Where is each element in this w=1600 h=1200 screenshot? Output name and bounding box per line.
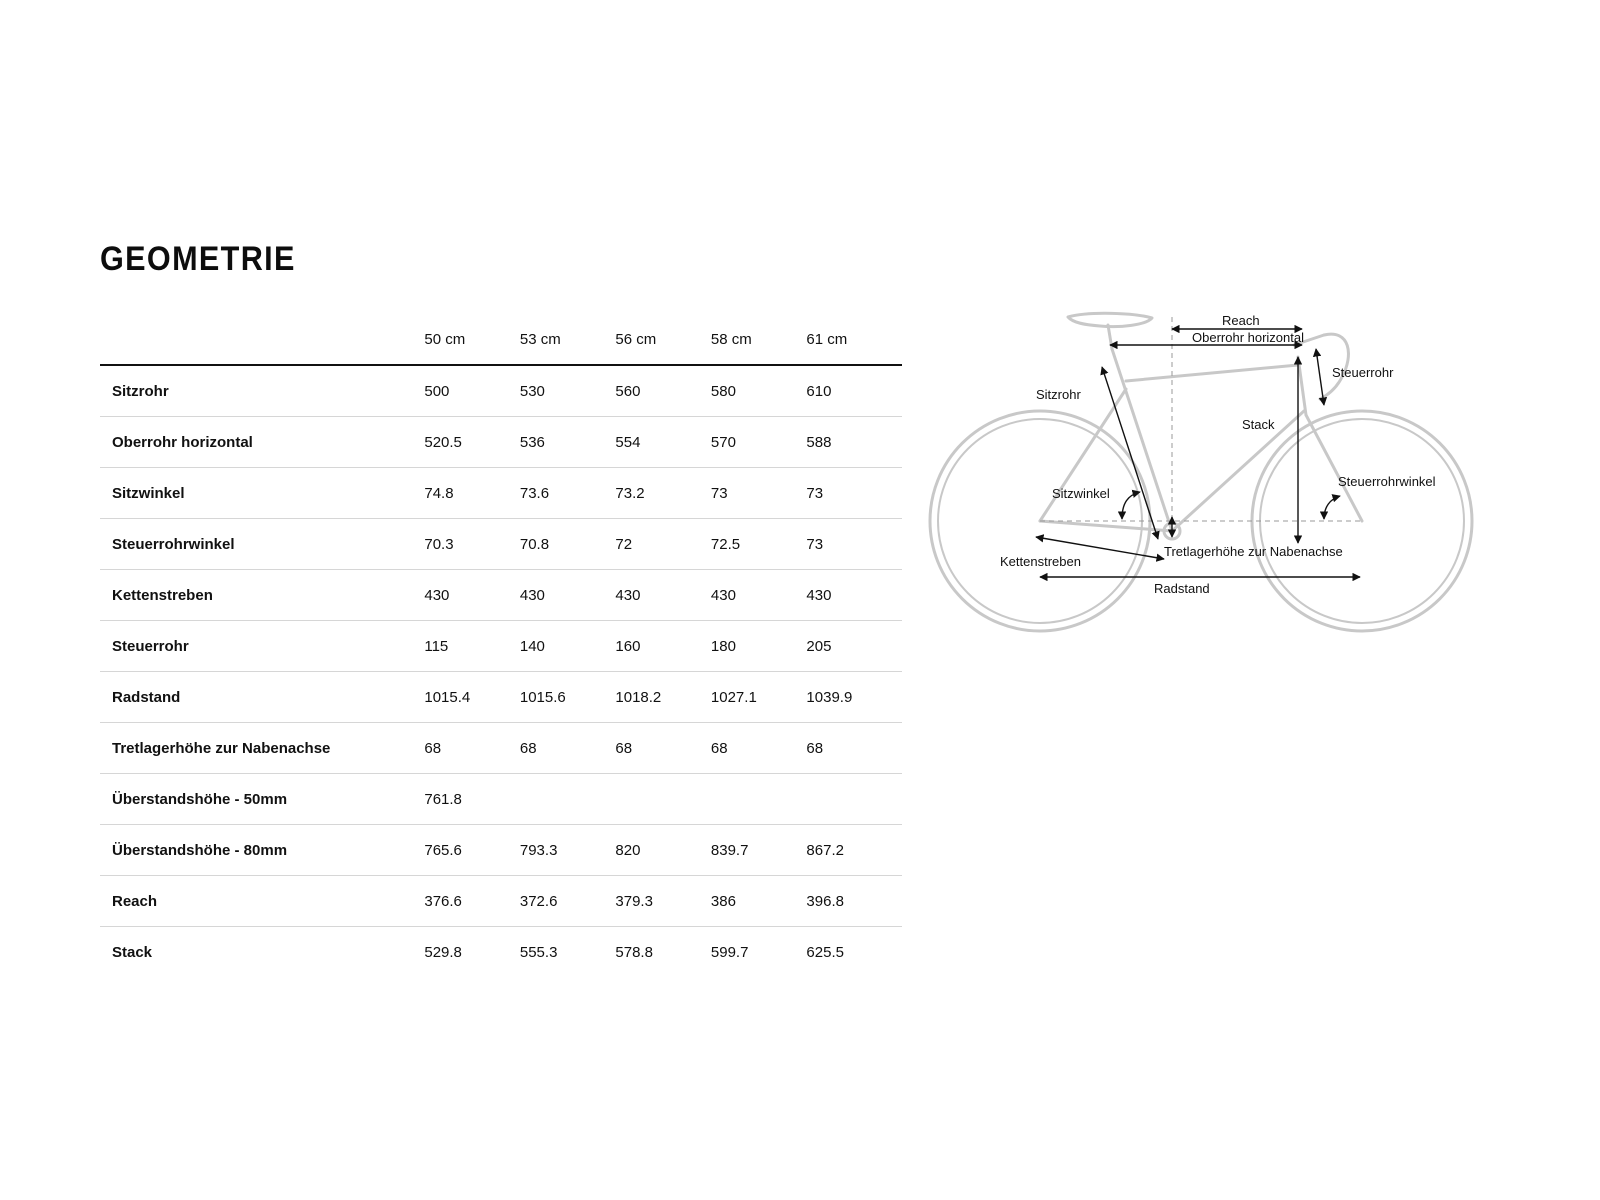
table-cell — [806, 774, 902, 825]
row-label: Kettenstreben — [100, 570, 424, 621]
table-row — [100, 621, 902, 672]
table-cell: 1027.1 — [711, 672, 807, 723]
table-cell: 72.5 — [711, 519, 807, 570]
table-cell — [520, 774, 616, 825]
table-cell: 73.6 — [520, 468, 616, 519]
table-cell: 430 — [615, 570, 711, 621]
row-label: Steuerrohrwinkel — [100, 519, 424, 570]
table-cell: 70.3 — [424, 519, 520, 570]
table-cell: 115 — [424, 621, 520, 672]
table-cell: 530 — [520, 365, 616, 417]
table-cell: 430 — [520, 570, 616, 621]
table-row — [100, 570, 902, 621]
table-cell: 820 — [615, 825, 711, 876]
table-cell: 1015.4 — [424, 672, 520, 723]
table-cell: 554 — [615, 417, 711, 468]
row-label: Oberrohr horizontal — [100, 417, 424, 468]
label-reach: Reach — [1222, 313, 1260, 328]
table-cell: 599.7 — [710, 943, 749, 961]
table-row — [100, 876, 902, 927]
table-cell: 560 — [615, 365, 711, 417]
table-row — [100, 723, 902, 774]
table-cell: 180 — [711, 621, 807, 672]
label-sitzrohr: Sitzrohr — [1036, 387, 1081, 402]
table-cell: 588 — [806, 417, 902, 468]
table-cell: 68 — [424, 723, 520, 774]
table-cell: 570 — [711, 417, 807, 468]
table-row — [100, 672, 902, 723]
table-row — [100, 468, 902, 519]
table-cell: 379.3 — [615, 876, 711, 927]
steuerrohr-arrow — [1316, 349, 1324, 405]
table-cell: 73 — [806, 468, 902, 519]
size-header: 53 cm — [520, 314, 616, 365]
row-label: Steuerrohr — [100, 621, 424, 672]
table-cell: 68 — [615, 723, 711, 774]
row-label: Radstand — [100, 672, 424, 723]
table-cell: 610 — [806, 365, 902, 417]
table-cell: 625.5 — [806, 943, 844, 961]
table-cell: 140 — [520, 621, 616, 672]
table-cell: 72 — [615, 519, 711, 570]
label-radstand: Radstand — [1154, 581, 1210, 596]
table-row — [100, 519, 902, 570]
seat-stay — [1040, 389, 1126, 521]
table-cell: 1015.6 — [520, 672, 616, 723]
table-row — [100, 365, 902, 417]
head-tube — [1298, 357, 1306, 415]
table-cell: 70.8 — [520, 519, 616, 570]
table-cell: 205 — [806, 621, 902, 672]
table-cell: 68 — [711, 723, 807, 774]
table-row — [100, 927, 902, 978]
size-header: 50 cm — [424, 314, 520, 365]
table-header-row — [100, 314, 902, 365]
table-cell: 396.8 — [806, 876, 902, 927]
table-cell: 529.8 — [424, 943, 462, 961]
top-tube — [1126, 365, 1298, 381]
table-cell: 160 — [615, 621, 711, 672]
bike-geometry-diagram — [940, 305, 1520, 655]
table-cell: 68 — [520, 723, 616, 774]
table-cell: 867.2 — [806, 825, 902, 876]
table-cell — [711, 774, 807, 825]
table-cell: 580 — [711, 365, 807, 417]
table-cell: 536 — [520, 417, 616, 468]
row-label: Stack — [112, 943, 153, 961]
label-sitzwinkel: Sitzwinkel — [1052, 486, 1110, 501]
row-label: Sitzwinkel — [100, 468, 424, 519]
table-cell: 555.3 — [519, 943, 558, 961]
down-tube — [1172, 411, 1304, 531]
label-oberrohr-horizontal: Oberrohr horizontal — [1192, 330, 1304, 345]
label-steuerrohr: Steuerrohr — [1332, 365, 1394, 380]
table-row — [100, 825, 902, 876]
size-header: 58 cm — [711, 314, 807, 365]
header-label — [100, 314, 424, 365]
table-cell: 73 — [806, 519, 902, 570]
geometry-table — [100, 314, 902, 977]
row-label: Überstandshöhe - 80mm — [100, 825, 424, 876]
row-label: Tretlagerhöhe zur Nabenachse — [100, 723, 424, 774]
table-cell: 430 — [806, 570, 902, 621]
table-cell — [615, 774, 711, 825]
row-label: Reach — [100, 876, 424, 927]
table-row — [100, 774, 902, 825]
table-cell: 73 — [711, 468, 807, 519]
table-row — [100, 417, 902, 468]
label-stack: Stack — [1242, 417, 1275, 432]
fork — [1306, 415, 1362, 521]
size-header: 61 cm — [806, 314, 902, 365]
diagram-labels — [1000, 313, 1436, 596]
table-cell: 372.6 — [520, 876, 616, 927]
steuerrohrwinkel-arc — [1324, 496, 1340, 519]
table-cell: 68 — [806, 723, 902, 774]
table-cell: 761.8 — [424, 774, 520, 825]
page-title: GEOMETRIE — [100, 240, 296, 278]
table-cell: 1039.9 — [806, 672, 902, 723]
table-cell: 1018.2 — [615, 672, 711, 723]
sitzrohr-arrow — [1102, 367, 1158, 539]
table-cell: 839.7 — [711, 825, 807, 876]
table-cell: 430 — [711, 570, 807, 621]
table-cell: 578.8 — [615, 943, 653, 961]
label-kettenstreben: Kettenstreben — [1000, 554, 1081, 569]
size-header: 56 cm — [615, 314, 711, 365]
sitzwinkel-arc — [1122, 492, 1140, 519]
row-label: Sitzrohr — [100, 365, 424, 417]
table-cell: 793.3 — [520, 825, 616, 876]
table-body — [100, 365, 902, 977]
row-label: Überstandshöhe - 50mm — [100, 774, 424, 825]
table-cell: 520.5 — [424, 417, 520, 468]
table-cell: 73.2 — [615, 468, 711, 519]
table-cell: 74.8 — [424, 468, 520, 519]
label-tretlagerhoehe: Tretlagerhöhe zur Nabenachse — [1164, 544, 1343, 559]
table-cell: 376.6 — [424, 876, 520, 927]
table-cell: 500 — [424, 365, 520, 417]
table-cell: 765.6 — [424, 825, 520, 876]
label-steuerrohrwinkel: Steuerrohrwinkel — [1338, 474, 1436, 489]
saddle — [1068, 313, 1152, 326]
table-cell: 430 — [424, 570, 520, 621]
table-cell: 386 — [711, 876, 807, 927]
